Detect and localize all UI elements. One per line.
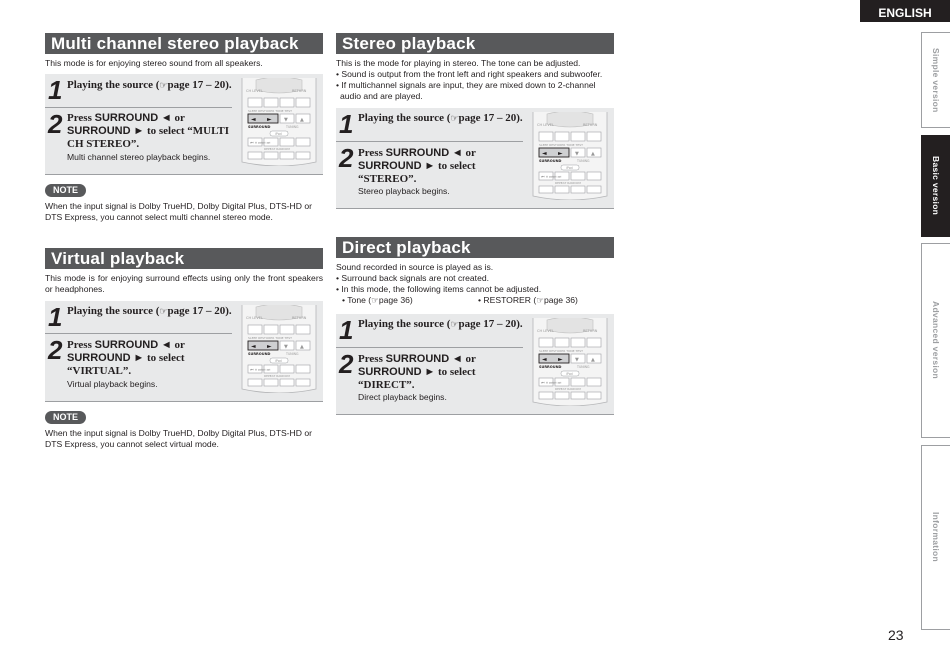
svg-text:CH LEVEL: CH LEVEL <box>537 123 554 127</box>
tab-label: Basic version <box>931 156 941 216</box>
svg-text:RETURN: RETURN <box>292 316 307 320</box>
step-text-part: Press <box>67 112 95 124</box>
svg-text:REPEAT RANDOM: REPEAT RANDOM <box>264 374 290 378</box>
bullet-item: • If multichannel signals are input, they are mixed down to 2-channel audio and are played. <box>336 80 596 101</box>
remote-drawing <box>238 78 320 166</box>
direct-intro <box>336 262 616 306</box>
step-text-part: Press <box>358 147 386 159</box>
surround-key-label: SURROUND <box>358 366 422 378</box>
surround-key-label: SURROUND <box>67 352 131 364</box>
svg-text:REPEAT RANDOM: REPEAT RANDOM <box>555 387 581 391</box>
step-text-part: Playing the source ( <box>358 318 451 330</box>
svg-text:▲: ▲ <box>300 344 304 350</box>
svg-text:▼: ▼ <box>284 344 288 350</box>
surround-key-label: SURROUND <box>385 147 450 159</box>
surround-key-label: SURROUND <box>358 160 422 172</box>
direct-item-tone: • Tone (☞page 36) <box>342 295 413 305</box>
svg-text:SLEEP RESTORER TONE TEST: SLEEP RESTORER TONE TEST <box>248 336 292 340</box>
step-text-part: Playing the source ( <box>67 79 160 91</box>
tab-label: Advanced version <box>931 301 941 380</box>
direct-item-restorer: • RESTORER (☞page 36) <box>478 295 578 305</box>
step-number: 1 <box>339 315 354 345</box>
svg-text:⏮ ⏸ ⏭⏭ ⏭: ⏮ ⏸ ⏭⏭ ⏭ <box>541 174 562 179</box>
multi-steps-box <box>45 74 323 175</box>
step-number: 1 <box>339 109 354 139</box>
virtual-steps-box <box>45 301 323 402</box>
svg-text:REPEAT RANDOM: REPEAT RANDOM <box>555 181 581 185</box>
direct-step2-result: Direct playback begins. <box>358 392 447 402</box>
divider <box>45 333 232 334</box>
virtual-step2-text <box>67 339 207 378</box>
step-text-part: Press <box>358 353 386 365</box>
svg-text:►: ► <box>267 343 272 350</box>
step-number: 2 <box>48 109 63 139</box>
virtual-intro: This mode is for enjoying surround effects using only the front speakers or headphones. <box>45 273 323 294</box>
step-number: 2 <box>48 335 63 365</box>
svg-text:TUNING: TUNING <box>577 365 590 369</box>
step-text-part: ► to select “STEREO”. <box>358 160 476 185</box>
step-text-part: ◄ or <box>449 353 476 365</box>
multi-step2-result: Multi channel stereo playback begins. <box>67 152 211 162</box>
remote-illustration <box>529 318 611 406</box>
remote-drawing <box>529 112 611 200</box>
step-text-part: page 17 – 20). <box>458 112 523 124</box>
svg-text:▼: ▼ <box>575 357 579 363</box>
svg-text:▲: ▲ <box>300 117 304 123</box>
svg-text:TUNING: TUNING <box>286 125 299 129</box>
section-title-direct: Direct playback <box>336 237 614 258</box>
multi-step2-text <box>67 112 232 151</box>
divider <box>336 141 523 142</box>
bullet-item: • In this mode, the following items cannot be adjusted. <box>336 284 542 294</box>
svg-text:◄: ◄ <box>542 150 547 157</box>
virtual-step1-text <box>67 305 232 319</box>
step-number: 1 <box>48 302 63 332</box>
page-ref-icon: ☞ <box>159 81 168 91</box>
tab-simple-version[interactable] <box>921 32 950 128</box>
svg-text:SURROUND: SURROUND <box>539 365 562 369</box>
svg-text:◄: ◄ <box>251 343 256 350</box>
tab-information[interactable] <box>921 445 950 630</box>
tab-advanced-version[interactable] <box>921 243 950 438</box>
multi-note-text: When the input signal is Dolby TrueHD, Dolby Digital Plus, DTS-HD or DTS Express, you cannot select multi channel stereo mode. <box>45 201 312 222</box>
stereo-step1-text <box>358 112 523 126</box>
virtual-note-text: When the input signal is Dolby TrueHD, Dolby Digital Plus, DTS-HD or DTS Express, you cannot select virtual mode. <box>45 428 312 449</box>
remote-illustration <box>238 78 320 166</box>
virtual-step2-result: Virtual playback begins. <box>67 379 158 389</box>
note-badge: NOTE <box>45 184 86 197</box>
direct-step2-text <box>358 353 498 392</box>
page-ref-icon: ☞ <box>159 307 168 317</box>
section-title-multi: Multi channel stereo playback <box>45 33 323 54</box>
divider <box>45 107 232 108</box>
step-text-part: page 17 – 20). <box>167 79 232 91</box>
direct-steps-box <box>336 314 614 415</box>
svg-text:TUNING: TUNING <box>577 159 590 163</box>
svg-text:⏮ ⏸ ⏭⏭ ⏭: ⏮ ⏸ ⏭⏭ ⏭ <box>250 367 271 372</box>
step-text-part: Playing the source ( <box>358 112 451 124</box>
step-text-part: ◄ or <box>158 339 185 351</box>
remote-illustration <box>529 112 611 200</box>
stereo-intro <box>336 58 616 102</box>
svg-text:iPod: iPod <box>566 166 573 170</box>
note-badge: NOTE <box>45 411 86 424</box>
page-number: 23 <box>888 627 904 643</box>
section-title-virtual: Virtual playback <box>45 248 323 269</box>
language-label: ENGLISH <box>860 0 950 22</box>
intro-line: Sound recorded in source is played as is. <box>336 262 494 272</box>
bullet-item: • Sound is output from the front left and right speakers and subwoofer. <box>336 69 603 79</box>
step-text-part: ► to select “DIRECT”. <box>358 366 476 391</box>
svg-text:⏮ ⏸ ⏭⏭ ⏭: ⏮ ⏸ ⏭⏭ ⏭ <box>250 140 271 145</box>
svg-text:REPEAT RANDOM: REPEAT RANDOM <box>264 147 290 151</box>
divider <box>336 347 523 348</box>
remote-drawing <box>238 305 320 393</box>
step-number: 1 <box>48 75 63 105</box>
stereo-step2-text <box>358 147 498 186</box>
svg-text:SURROUND: SURROUND <box>248 352 271 356</box>
direct-items-row <box>336 295 616 306</box>
svg-text:RETURN: RETURN <box>583 329 598 333</box>
svg-text:SLEEP RESTORER TONE TEST: SLEEP RESTORER TONE TEST <box>539 143 583 147</box>
svg-text:⏮ ⏸ ⏭⏭ ⏭: ⏮ ⏸ ⏭⏭ ⏭ <box>541 380 562 385</box>
intro-line: This is the mode for playing in stereo. The tone can be adjusted. <box>336 58 581 68</box>
step-text-part: Press <box>67 339 95 351</box>
svg-text:►: ► <box>558 150 563 157</box>
tab-label: Information <box>931 512 941 563</box>
surround-key-label: SURROUND <box>385 353 450 365</box>
step-text-part: page 17 – 20). <box>167 305 232 317</box>
svg-text:SLEEP RESTORER TONE TEST: SLEEP RESTORER TONE TEST <box>539 349 583 353</box>
tab-basic-version[interactable] <box>921 135 950 237</box>
svg-text:◄: ◄ <box>251 116 256 123</box>
stereo-step2-result: Stereo playback begins. <box>358 186 450 196</box>
stereo-steps-box <box>336 108 614 209</box>
svg-text:▼: ▼ <box>284 117 288 123</box>
page-ref-icon: ☞ <box>450 320 459 330</box>
direct-step1-text <box>358 318 523 332</box>
svg-text:SURROUND: SURROUND <box>539 159 562 163</box>
svg-text:▲: ▲ <box>591 151 595 157</box>
remote-drawing <box>529 318 611 406</box>
step-text-part: ◄ or <box>449 147 476 159</box>
multi-intro: This mode is for enjoying stereo sound from all speakers. <box>45 58 263 68</box>
svg-text:▼: ▼ <box>575 151 579 157</box>
step-text-part: ► to select “MULTI CH STEREO”. <box>67 125 230 150</box>
surround-key-label: SURROUND <box>67 125 131 137</box>
svg-text:CH LEVEL: CH LEVEL <box>537 329 554 333</box>
svg-text:RETURN: RETURN <box>292 89 307 93</box>
svg-text:RETURN: RETURN <box>583 123 598 127</box>
step-text-part: Playing the source ( <box>67 305 160 317</box>
step-text-part: ► to select “VIRTUAL”. <box>67 352 185 377</box>
remote-illustration <box>238 305 320 393</box>
bullet-item: • Surround back signals are not created. <box>336 273 490 283</box>
page-ref-icon: ☞ <box>450 114 459 124</box>
tab-label: Simple version <box>931 47 941 113</box>
svg-text:SLEEP RESTORER TONE TEST: SLEEP RESTORER TONE TEST <box>248 109 292 113</box>
step-text-part: page 17 – 20). <box>458 318 523 330</box>
svg-text:▲: ▲ <box>591 357 595 363</box>
svg-text:iPod: iPod <box>566 372 573 376</box>
surround-key-label: SURROUND <box>94 339 159 351</box>
multi-step1-text <box>67 79 232 93</box>
svg-text:CH LEVEL: CH LEVEL <box>246 89 263 93</box>
surround-key-label: SURROUND <box>94 112 159 124</box>
svg-text:CH LEVEL: CH LEVEL <box>246 316 263 320</box>
step-number: 2 <box>339 143 354 173</box>
svg-text:►: ► <box>558 356 563 363</box>
svg-text:iPod: iPod <box>275 132 282 136</box>
svg-text:iPod: iPod <box>275 359 282 363</box>
svg-text:SURROUND: SURROUND <box>248 125 271 129</box>
svg-text:►: ► <box>267 116 272 123</box>
step-number: 2 <box>339 349 354 379</box>
step-text-part: ◄ or <box>158 112 185 124</box>
svg-text:◄: ◄ <box>542 356 547 363</box>
section-title-stereo: Stereo playback <box>336 33 614 54</box>
svg-text:TUNING: TUNING <box>286 352 299 356</box>
